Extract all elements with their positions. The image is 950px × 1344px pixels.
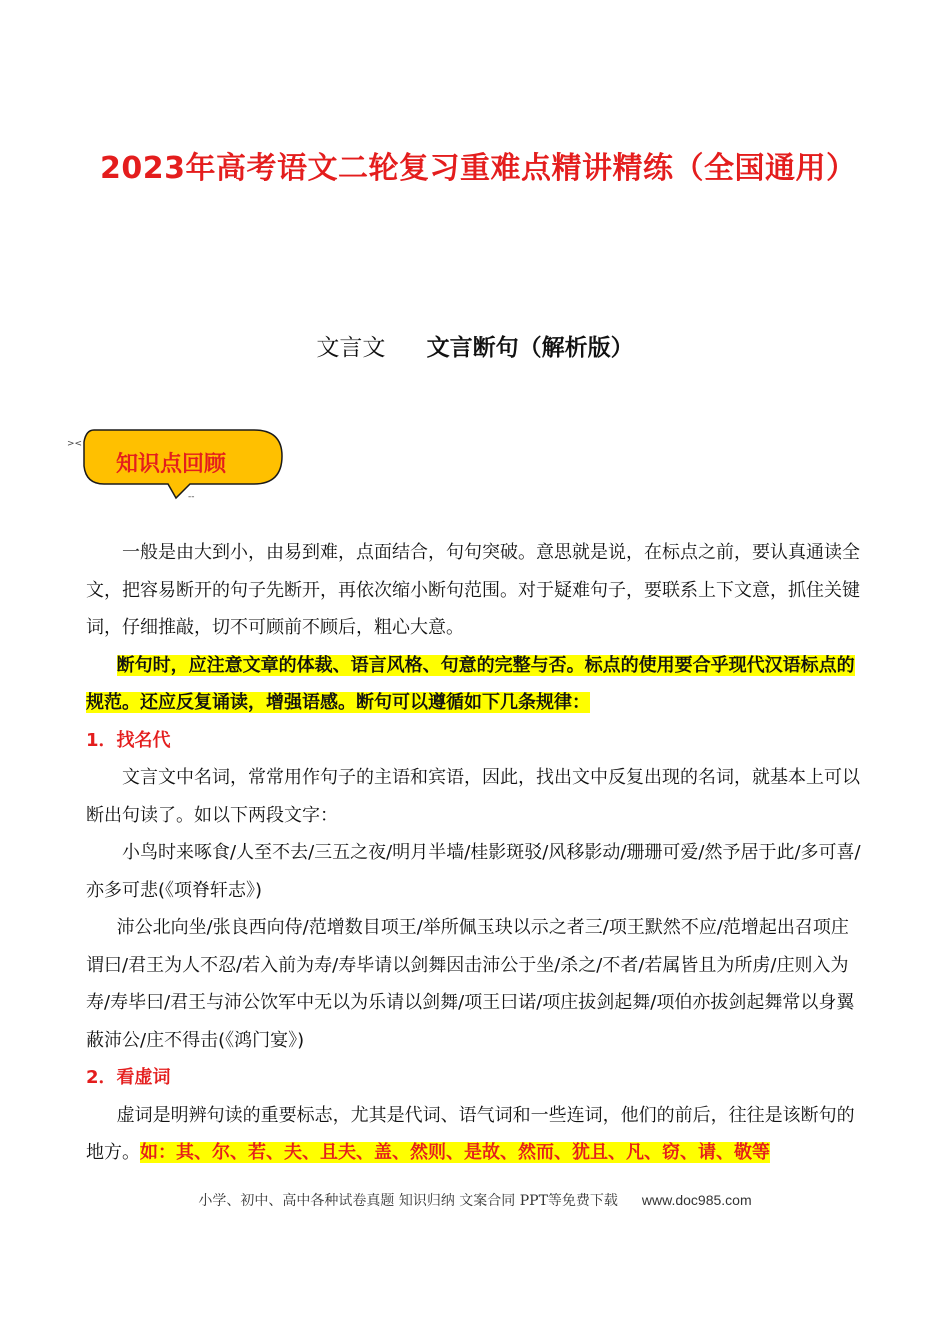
badge-mark-bottom: -- bbox=[188, 492, 195, 502]
footer-site: www.doc985.com bbox=[641, 1192, 752, 1208]
note-paragraph bbox=[86, 647, 864, 722]
example-paragraph-1: 小鸟时来啄食/人至不去/三五之夜/明月半墙/桂影斑驳/风移影动/珊珊可爱/然予居于此/多可喜/亦多可悲(《项脊轩志》) bbox=[86, 842, 861, 901]
page-title: 2023年高考语文二轮复习重难点精讲精练（全国通用） bbox=[100, 151, 857, 186]
function-word-list: 如：其、尔、若、夫、且夫、盖、然则、是故、然而、犹且、凡、窃、请、敬等 bbox=[140, 1142, 770, 1163]
body-content bbox=[86, 534, 864, 1172]
badge-label: 知识点回顾 bbox=[116, 452, 227, 477]
footer-text: 小学、初中、高中各种试卷真题 知识归纳 文案合同 PPT等免费下载 bbox=[198, 1193, 618, 1209]
section-badge bbox=[64, 420, 290, 502]
badge-mark-left: >< bbox=[67, 439, 83, 449]
lesson-subtitle: 文言断句（解析版） bbox=[426, 335, 634, 361]
section-heading-2: 2．看虚词 bbox=[86, 1067, 171, 1088]
page-footer bbox=[0, 1190, 950, 1210]
section2-paragraph bbox=[86, 1097, 864, 1172]
section-heading-1: 1．找名代 bbox=[86, 729, 171, 751]
intro-paragraph: 一般是由大到小，由易到难，点面结合，句句突破。意思就是说，在标点之前，要认真通读全文，把容易断开的句子先断开，再依次缩小断句范围。对于疑难句子，要联系上下文意，抓住关键词，仔细推敲，切不可顾前不顾后，粗心大意。 bbox=[86, 542, 860, 638]
example-paragraph-2: 沛公北向坐/张良西向侍/范增数目项王/举所佩玉玦以示之者三/项王默然不应/范增起出召项庄谓曰/君王为人不忍/若入前为寿/寿毕请以剑舞因击沛公于坐/杀之/不者/若属皆且为所虏/庄则入为寿/寿毕曰/君王与沛公饮军中无以为乐请以剑舞/项王曰诺/项庄拔剑起舞/项伯亦拔剑起舞常以身翼蔽沛公/庄不得击(《鸿门宴》) bbox=[86, 917, 855, 1051]
category-label: 文言文 bbox=[316, 335, 386, 361]
section2-text: 虚词是明辨句读的重要标志，尤其是代词、语气词和一些连词，他们的前后，往往是该断句的地方。 bbox=[86, 1104, 855, 1163]
note-highlight: 断句时，应注意文章的体裁、语言风格、句意的完整与否。标点的使用要合乎现代汉语标点的规范。还应反复诵读，增强语感。断句可以遵循如下几条规律： bbox=[86, 654, 855, 713]
section1-paragraph: 文言文中名词，常常用作句子的主语和宾语，因此，找出文中反复出现的名词，就基本上可以断出句读了。如以下两段文字： bbox=[86, 767, 860, 826]
subtitle-line bbox=[0, 328, 950, 368]
